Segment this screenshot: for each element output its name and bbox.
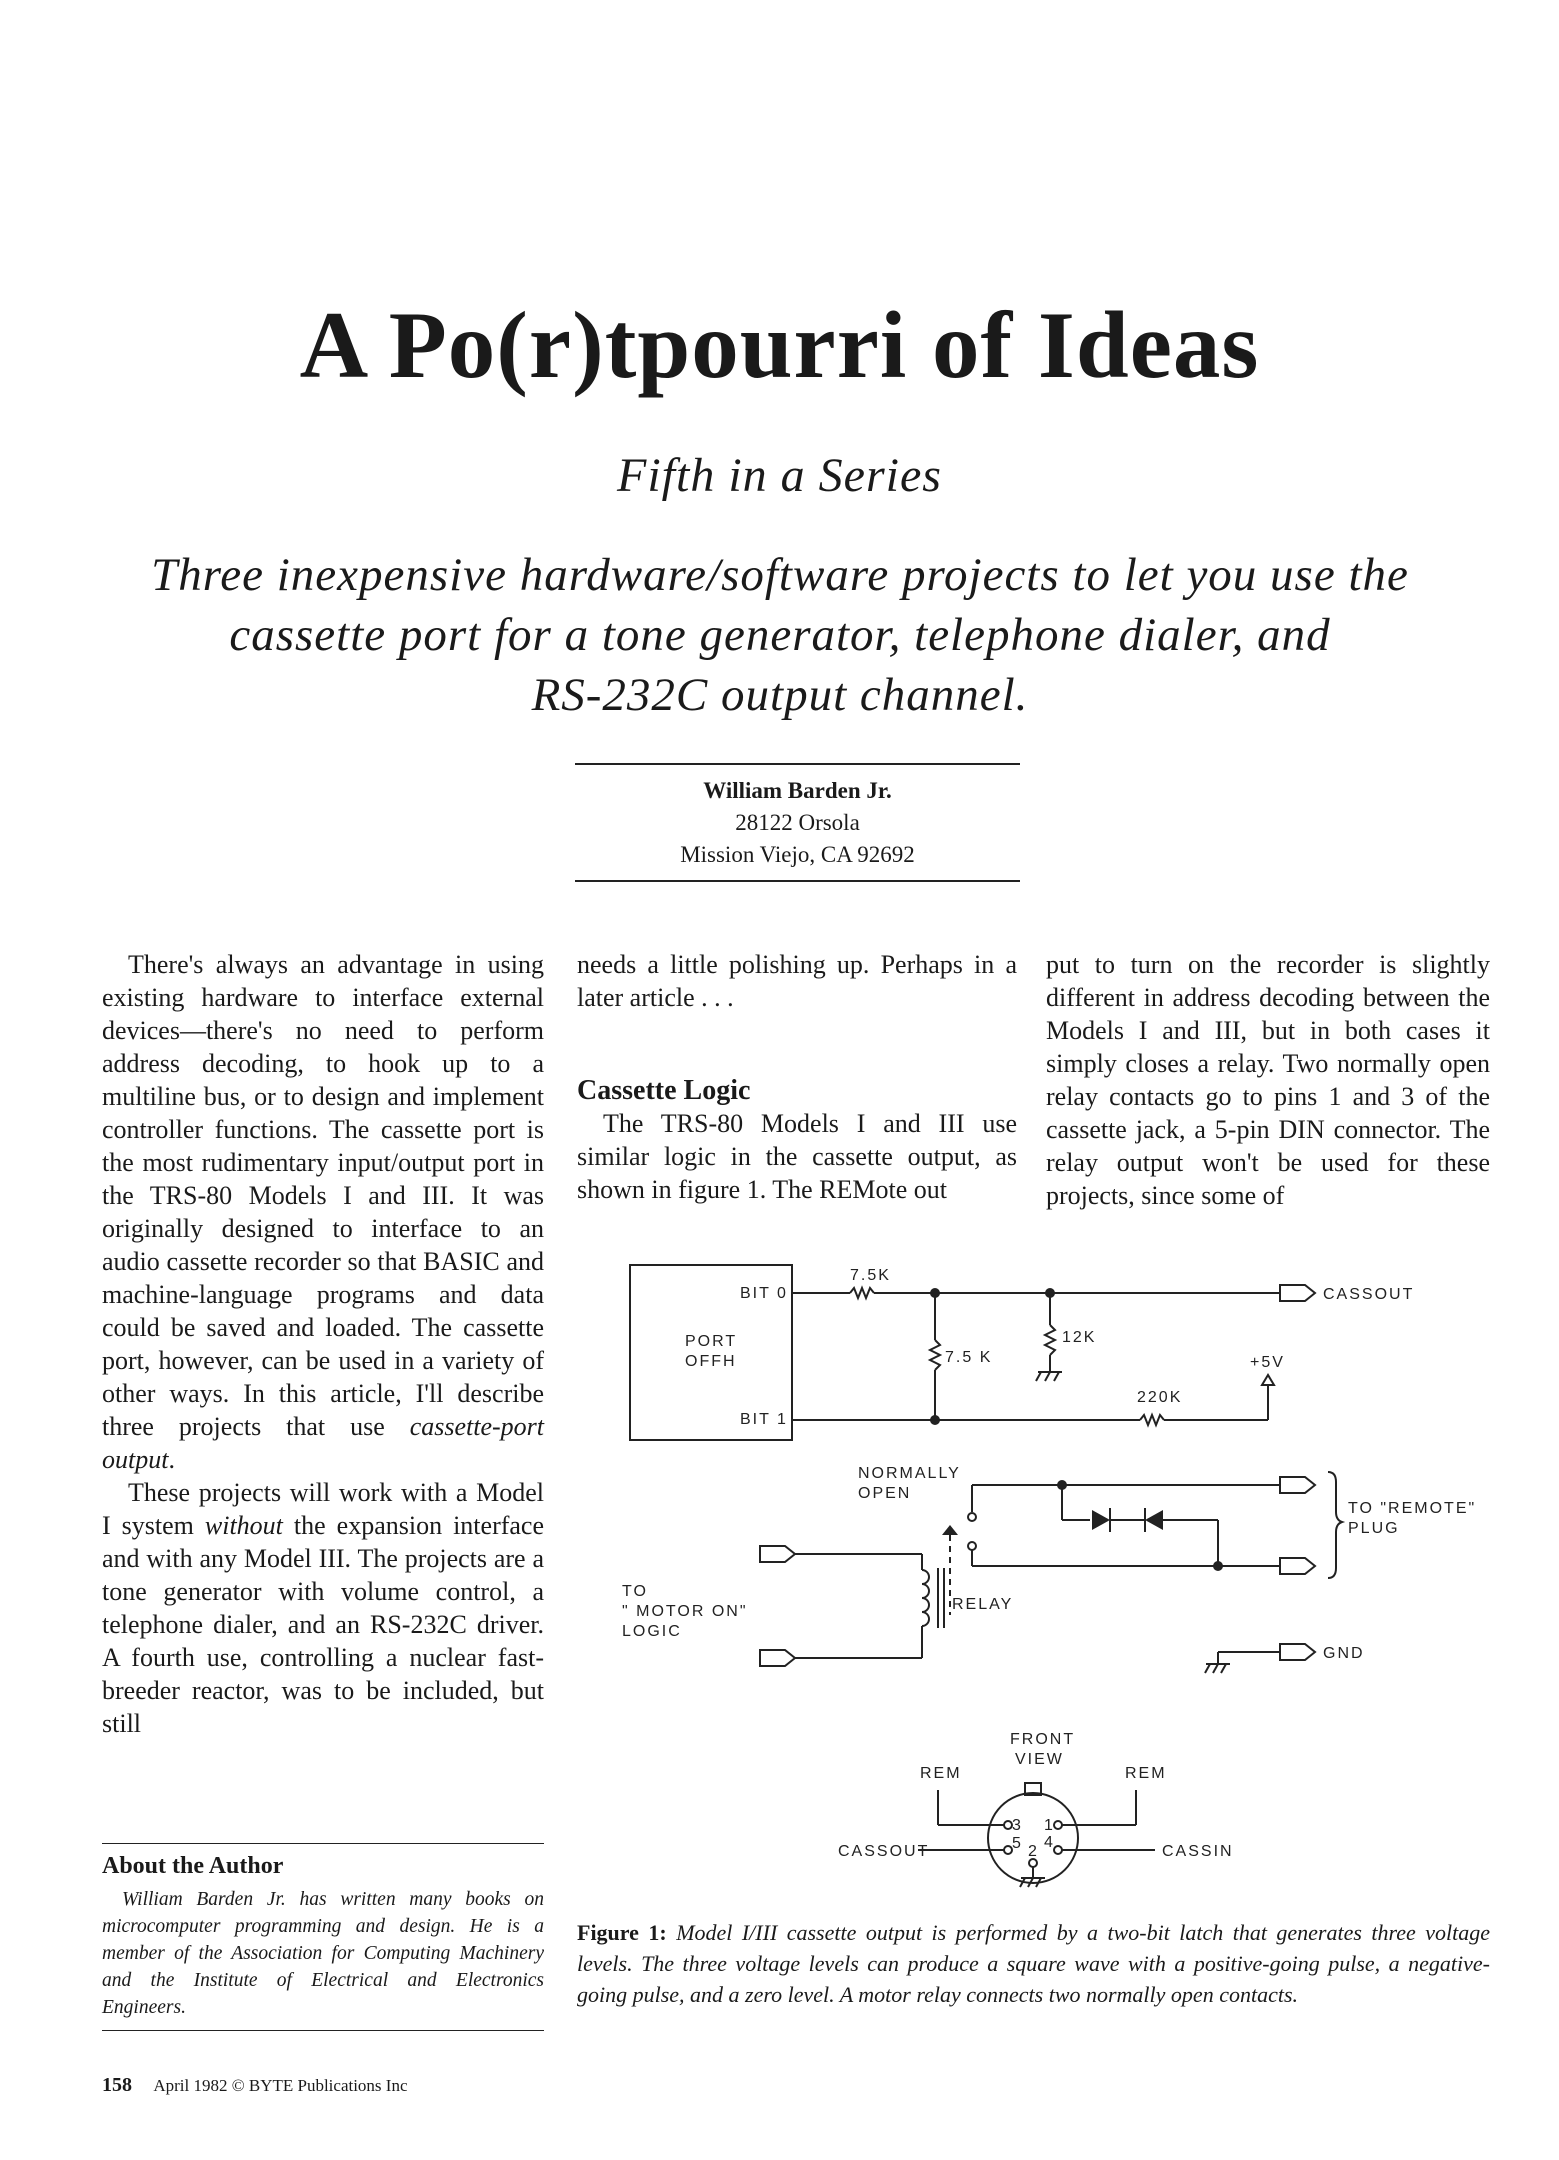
bit1-label: BIT 1 [740,1411,788,1428]
vcc-label: +5V [1250,1354,1285,1371]
page-footer [102,2074,408,2097]
column-3-text: put to turn on the recorder is slightly different in address decoding between the Models I and III, but in both cases it simply closes a relay. Two normally open relay contacts go to pins 1 and 3 of the cassette jack, a 5-pin DIN connector. The relay output won't be used for these projects, since some of [1046,950,1490,1210]
body-column-1 [102,948,545,1738]
about-bottom-rule [102,2030,544,2031]
rem-left-label: REM [920,1765,962,1782]
resistor-7-5k-2 [930,1340,940,1370]
cassout-label: CASSOUT [1323,1286,1415,1303]
page-number: 158 [102,2074,132,2096]
footer-info: April 1982 © BYTE Publications Inc [153,2076,408,2095]
about-text: William Barden Jr. has written many books on microcomputer programming and design. He is a member of the Association for Computing Machinery and the Institute of Electrical and Electronics Engineers. [102,1889,544,2018]
deck-line: RS-232C output channel. [531,669,1029,721]
rem-right-label: REM [1125,1765,1167,1782]
about-top-rule [102,1843,544,1844]
resistor-220k [1140,1415,1164,1425]
relay-coil-icon [922,1570,929,1626]
deck-line: Three inexpensive hardware/software projects to let you use the [151,549,1409,601]
connector-icon [1280,1558,1315,1574]
continuation-text: needs a little polishing up. Perhaps in a later article . . . [577,950,1017,1012]
cassin-label: CASSIN [1162,1843,1234,1860]
article-title: A Po(r)tpourri of Ideas [299,292,1260,398]
cassout-din-label: CASSOUT [838,1843,930,1860]
figure-label: Figure 1: [577,1920,667,1945]
plug-label: PLUG [1348,1520,1400,1537]
author-city: Mission Viejo, CA 92692 [680,842,915,867]
relay-contact [968,1513,976,1521]
pin-5: 5 [1012,1835,1023,1852]
author-name: William Barden Jr. [703,778,892,803]
body-paragraph: These projects will work with a Model I system without the expansion interface and with any Model III. The projects are a tone generator with volume control, a telephone dialer, and an RS-232C driver. A fourth use, controlling a nuclear fast-breeder reactor, was to be included, but still [102,1478,545,1738]
pin-1: 1 [1044,1817,1055,1834]
about-heading: About the Author [102,1853,284,1879]
pin-2: 2 [1028,1843,1039,1860]
figure-caption [577,1917,1490,2010]
series-subtitle: Fifth in a Series [617,449,942,502]
zener-diode-icon [1145,1510,1163,1530]
to-label: TO [622,1583,648,1600]
gnd-label: GND [1323,1645,1365,1662]
bit0-label: BIT 0 [740,1285,788,1302]
byline-top-rule [575,763,1020,765]
column-2-text: The TRS-80 Models I and III use similar logic in the cassette output, as shown in figure 1. The REMote out [577,1109,1017,1204]
cassette-schematic [600,1250,1500,1900]
connector-icon [1280,1477,1315,1493]
r2-label: 7.5 K [945,1349,993,1366]
connector-icon [1280,1644,1315,1660]
connector-icon [760,1650,795,1666]
open-label: OPEN [858,1485,912,1502]
vcc-arrow-icon [1262,1375,1274,1385]
port-address: OFFH [685,1353,737,1370]
front-label: FRONT [1010,1731,1076,1748]
article-deck [60,545,1500,725]
resistor-12k [1045,1325,1055,1355]
relay-label: RELAY [952,1596,1014,1613]
connector-icon [1280,1285,1315,1301]
byline [575,775,1020,871]
caption-text: Model I/III cassette output is performed by a two-bit latch that generates three voltage levels. The three voltage levels can produce a square wave with a positive-going pulse, a negative-going pulse, and a zero level. A motor relay connects two normally open contacts. [577,1920,1490,2007]
relay-arm-icon [942,1525,958,1535]
pin-3: 3 [1012,1817,1023,1834]
r1-label: 7.5K [850,1267,891,1284]
emphasis: cassette-port output [102,1412,545,1474]
emphasis: without [204,1511,283,1540]
port-label: PORT [685,1333,738,1350]
deck-line: cassette port for a tone generator, telephone dialer, and [229,609,1331,661]
author-street: 28122 Orsola [735,810,860,835]
relay-contact [968,1542,976,1550]
resistor-7-5k [850,1288,874,1298]
byline-bottom-rule [575,880,1020,882]
brace-icon [1328,1472,1342,1578]
body-column-2 [577,948,1017,1206]
zener-diode-icon [1092,1510,1110,1530]
section-heading: Cassette Logic [577,1075,751,1106]
view-label: VIEW [1015,1751,1064,1768]
remote-label: TO "REMOTE" [1348,1500,1477,1517]
connector-icon [760,1546,795,1562]
r4-label: 220K [1137,1389,1183,1406]
body-column-3 [1046,948,1490,1212]
pin-4: 4 [1044,1834,1055,1851]
body-paragraph: There's always an advantage in using existing hardware to interface external devices—there's no need to perform address decoding, to hook up to a multiline bus, or to design and implement controller functions. The cassette port is the most rudimentary input/output port in the TRS-80 Models I and III. It was originally designed to interface to an audio cassette recorder so that BASIC and machine-language programs and data could be saved and loaded. The cassette port, however, can be used in a variety of other ways. In this article, I'll describe three projects that use cassette-port output. [102,950,545,1474]
motor-on-label: " MOTOR ON" [622,1603,748,1620]
logic-label: LOGIC [622,1623,682,1640]
normally-label: NORMALLY [858,1465,961,1482]
r3-label: 12K [1062,1329,1097,1346]
column-2-continuation [577,948,1017,1014]
